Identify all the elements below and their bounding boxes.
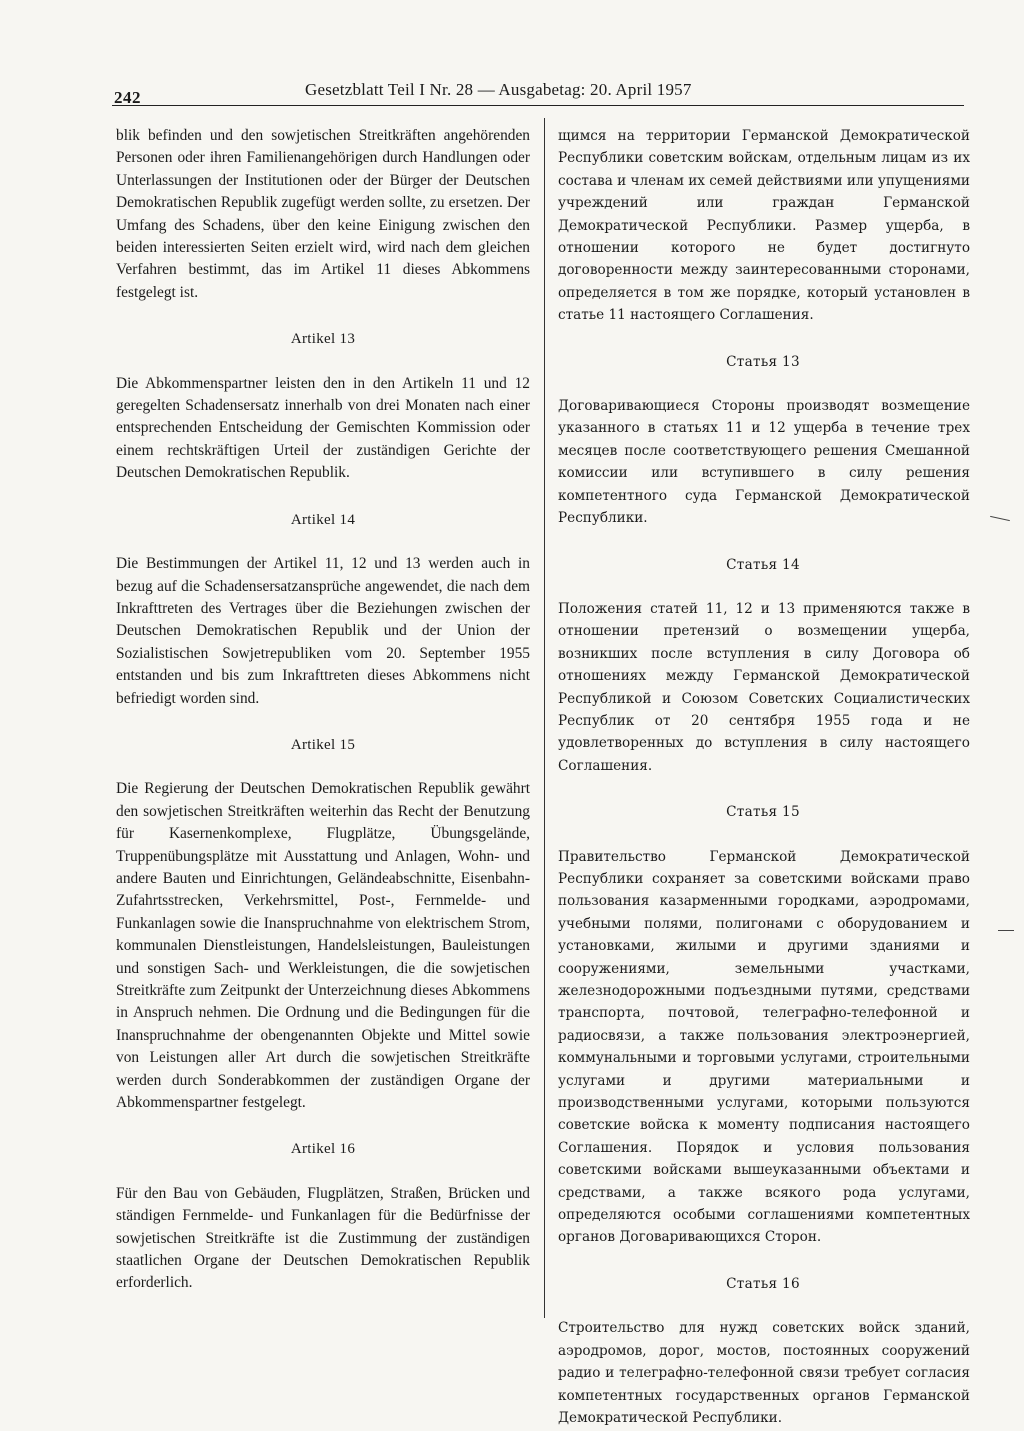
german-article-13-heading: Artikel 13 (290, 331, 356, 348)
russian-article-15-heading: Статья 15 (726, 804, 800, 821)
russian-article-14-heading: Статья 14 (726, 556, 800, 573)
german-article-13-text: Die Abkommenspartner leisten den in den Artikeln 11 und 12 geregelten Schadensersatz innerhalb von drei Monaten nach einer entsprechenden Entscheidung der Gemischten Kommission oder einem rechtskräftigen Urteil der zuständigen Gerichte der Deutschen Demokratischen Republik. (116, 374, 530, 482)
russian-article-16-heading: Статья 16 (726, 1275, 800, 1292)
german-article-14-heading: Artikel 14 (290, 511, 356, 528)
german-article-15-heading: Artikel 15 (290, 736, 356, 753)
russian-article-15-text: Правительство Германской Демократической Республики сохраняет за советскими войсками право пользования казарменными городками, аэродромами, учебными полями, полигонами с оборудованием и установками, жилыми и другими зданиями и сооружениями, земельными участками, железнодорожными подъездными путями, средствами транспорта, почтовой, телеграфно-телефонной и радиосвязи, а также пользования электроэнергией, коммунальными и торговыми услугами, строительными услугами и другими материальными и производственными услугами, которыми пользуются советские войска к моменту подписания настоящего Соглашения. Порядок и условия пользования советскими войсками вышеуказанными объектами и средствами, а также всякого рода услугами, определяются особыми соглашениями компетентных органов Договаривающихся Сторон. (558, 848, 970, 1246)
german-intro-text: blik befinden und den sowjetischen Streitkräften angehörenden Personen oder ihren Familienangehörigen durch Handlungen oder Unterlassungen der Institutionen oder der Bürger der Deutschen Demokratischen Republik zugefügt werden sollte, zu ersetzen. Der Umfang des Schadens, über den keine Einigung zwischen den beiden interessierten Seiten erzielt wird, wird nach dem gleichen Verfahren bestimmt, das im Artikel 11 dieses Abkommens festgelegt ist. (116, 127, 530, 301)
header-rule (112, 105, 964, 106)
russian-article-13-text: Договаривающиеся Стороны производят возмещение указанного в статьях 11 и 12 ущерба в течение трех месяцев после соответствующего решения Смешанной комиссии или вступившего в силу решения компетентного суда Германской Демократической Республики. (558, 398, 970, 527)
german-article-16-text: Für den Bau von Gebäuden, Flugplätzen, Straßen, Brücken und ständigen Fernmelde- und Funkanlagen für die Bedürfnisse der sowjetischen Streitkräfte ist die Zustimmung der zuständigen staatlichen Organe der Deutschen Demokratischen Republik erforderlich. (116, 1184, 530, 1292)
column-divider (544, 118, 545, 1318)
running-header: Gesetzblatt Teil I Nr. 28 — Ausgabetag: 20. April 1957 (305, 80, 692, 99)
german-column (116, 125, 530, 1295)
russian-intro-text: щимся на территории Германской Демократической Республики советским войскам, отдельным лицам из их состава и членам их семей действиями или упущениями учреждений или граждан Германской Демократической Республики. Размер ущерба, в отношении которого не будет достигнуто договоренности между заинтересованными сторонами, определяется в том же порядке, который установлен в статье 11 настоящего Соглашения. (558, 128, 970, 324)
german-article-14-text: Die Bestimmungen der Artikel 11, 12 und 13 werden auch in bezug auf die Schadensersatzansprüche angewendet, die nach dem Inkrafttreten des Vertrages über die Beziehungen zwischen der Deutschen Demokratischen Republik und der Union der Sozialistischen Sowjetrepubliken vom 20. September 1955 entstanden und bis zum Inkrafttreten dieses Abkommens nicht befriedigt worden sind. (116, 555, 530, 707)
margin-mark-top (990, 516, 1010, 521)
margin-mark-middle (998, 930, 1014, 931)
page-number: 242 (114, 88, 141, 107)
german-article-15-text: Die Regierung der Deutschen Demokratischen Republik gewährt den sowjetischen Streitkräften weiterhin das Recht der Benutzung für Kasernenkomplexe, Flugplätze, Übungsgelände, Truppenübungsplätze mit Ausstattung und Anlagen, Wohn- und andere Bauten und Einrichtungen, Geländeabschnitte, Eisenbahn-Zufahrtsstrecken, Verkehrsmittel, Post-, Fernmelde- und Funkanlagen sowie die Inanspruchnahme von elektrischem Strom, kommunalen Dienstleistungen, Handelsleistungen, Bauleistungen und sonstigen Sach- und Werkleistungen, die die sowjetischen Streitkräfte zum Zeitpunkt der Unterzeichnung dieses Abkommens in Anspruch nehmen. Die Ordnung und die Bedingungen für die Inanspruchnahme der obengenannten Objekte und Mittel sowie von Leistungen aller Art durch die sowjetischen Streitkräfte werden durch Sonderabkommen der zuständigen Organe der Abkommenspartner festgelegt. (116, 780, 530, 1112)
russian-article-13-heading: Статья 13 (726, 353, 800, 370)
russian-article-16-text: Строительство для нужд советских войск зданий, аэродромов, дорог, мостов, постоянных сооружений радио и телеграфно-телефонной связи требует согласия компетентных государственных органов Германской Демократической Республики. (558, 1320, 970, 1426)
russian-article-14-text: Положения статей 11, 12 и 13 применяются также в отношении претензий о возмещении ущерба, возникших после вступления в силу Договора об отношениях между Германской Демократической Республикой и Союзом Советских Социалистических Республик от 20 сентября 1955 года и не удовлетворенных до вступления в силу настоящего Соглашения. (558, 600, 970, 774)
german-article-16-heading: Artikel 16 (290, 1141, 356, 1158)
russian-column (556, 125, 970, 1429)
